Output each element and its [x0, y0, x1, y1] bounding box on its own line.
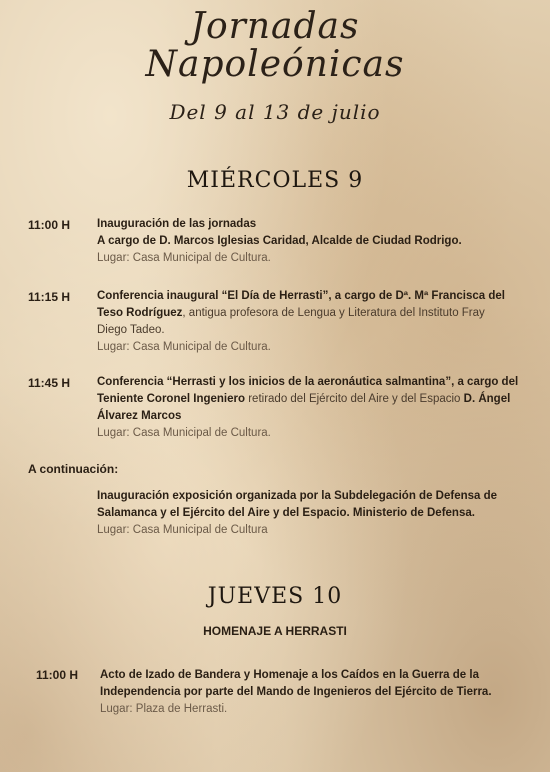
day-heading-thursday: JUEVES 10 — [207, 584, 343, 609]
event-time: 11:00 H — [36, 668, 79, 682]
event-line: Inauguración de las jornadas — [97, 218, 257, 230]
event-line — [97, 391, 518, 408]
speaker-role: retirado del Ejército del Aire y del Espacio — [245, 393, 464, 405]
speaker-rank: Teniente Coronel Ingeniero — [97, 393, 246, 405]
event-description — [97, 374, 518, 442]
event-location: Lugar: Casa Municipal de Cultura. — [97, 341, 271, 353]
event-location: Lugar: Casa Municipal de Cultura — [97, 524, 268, 536]
day-subheading: HOMENAJE A HERRASTI — [203, 624, 347, 638]
title-line-2: Napoleónicas — [145, 44, 405, 85]
event-description — [97, 488, 497, 539]
event-location: Lugar: Casa Municipal de Cultura. — [97, 252, 271, 264]
event-line: Diego Tadeo. — [97, 324, 165, 336]
event-line: Salamanca y el Ejército del Aire y del Espacio. Ministerio de Defensa. — [97, 507, 475, 519]
event-line: Conferencia inaugural “El Día de Herrasti”, a cargo de Dª. Mª Francisca del — [97, 290, 505, 302]
event-location: Lugar: Casa Municipal de Cultura. — [97, 427, 271, 439]
event-line: Inauguración exposición organizada por la Subdelegación de Defensa de — [97, 490, 498, 502]
event-location: Lugar: Plaza de Herrasti. — [100, 703, 228, 715]
event-time: 11:00 H — [28, 218, 71, 232]
event-dates: Del 9 al 13 de julio — [169, 100, 381, 124]
event-line: A cargo de D. Marcos Iglesias Caridad, Alcalde de Ciudad Rodrigo. — [97, 235, 462, 247]
day-heading-wednesday: MIÉRCOLES 9 — [186, 168, 364, 193]
event-description — [100, 667, 492, 718]
event-line: Álvarez Marcos — [97, 410, 182, 422]
title-line-1: Jornadas — [190, 6, 360, 47]
speaker-name: Teso Rodríguez — [97, 307, 183, 319]
event-description — [97, 288, 505, 356]
event-line: Independencia por parte del Mando de Ingenieros del Ejército de Tierra. — [100, 686, 492, 698]
speaker-name: D. Ángel — [463, 393, 511, 405]
event-time: 11:45 H — [28, 376, 71, 390]
event-time: 11:15 H — [28, 290, 71, 304]
event-line — [97, 305, 505, 322]
speaker-role: , antigua profesora de Lengua y Literatura del Instituto Fray — [182, 307, 485, 319]
continuation-label: A continuación: — [28, 462, 119, 476]
event-line: Conferencia “Herrasti y los inicios de la aeronáutica salmantina”, a cargo del — [97, 376, 519, 388]
event-description — [97, 216, 462, 267]
event-line: Acto de Izado de Bandera y Homenaje a los Caídos en la Guerra de la — [100, 669, 479, 681]
